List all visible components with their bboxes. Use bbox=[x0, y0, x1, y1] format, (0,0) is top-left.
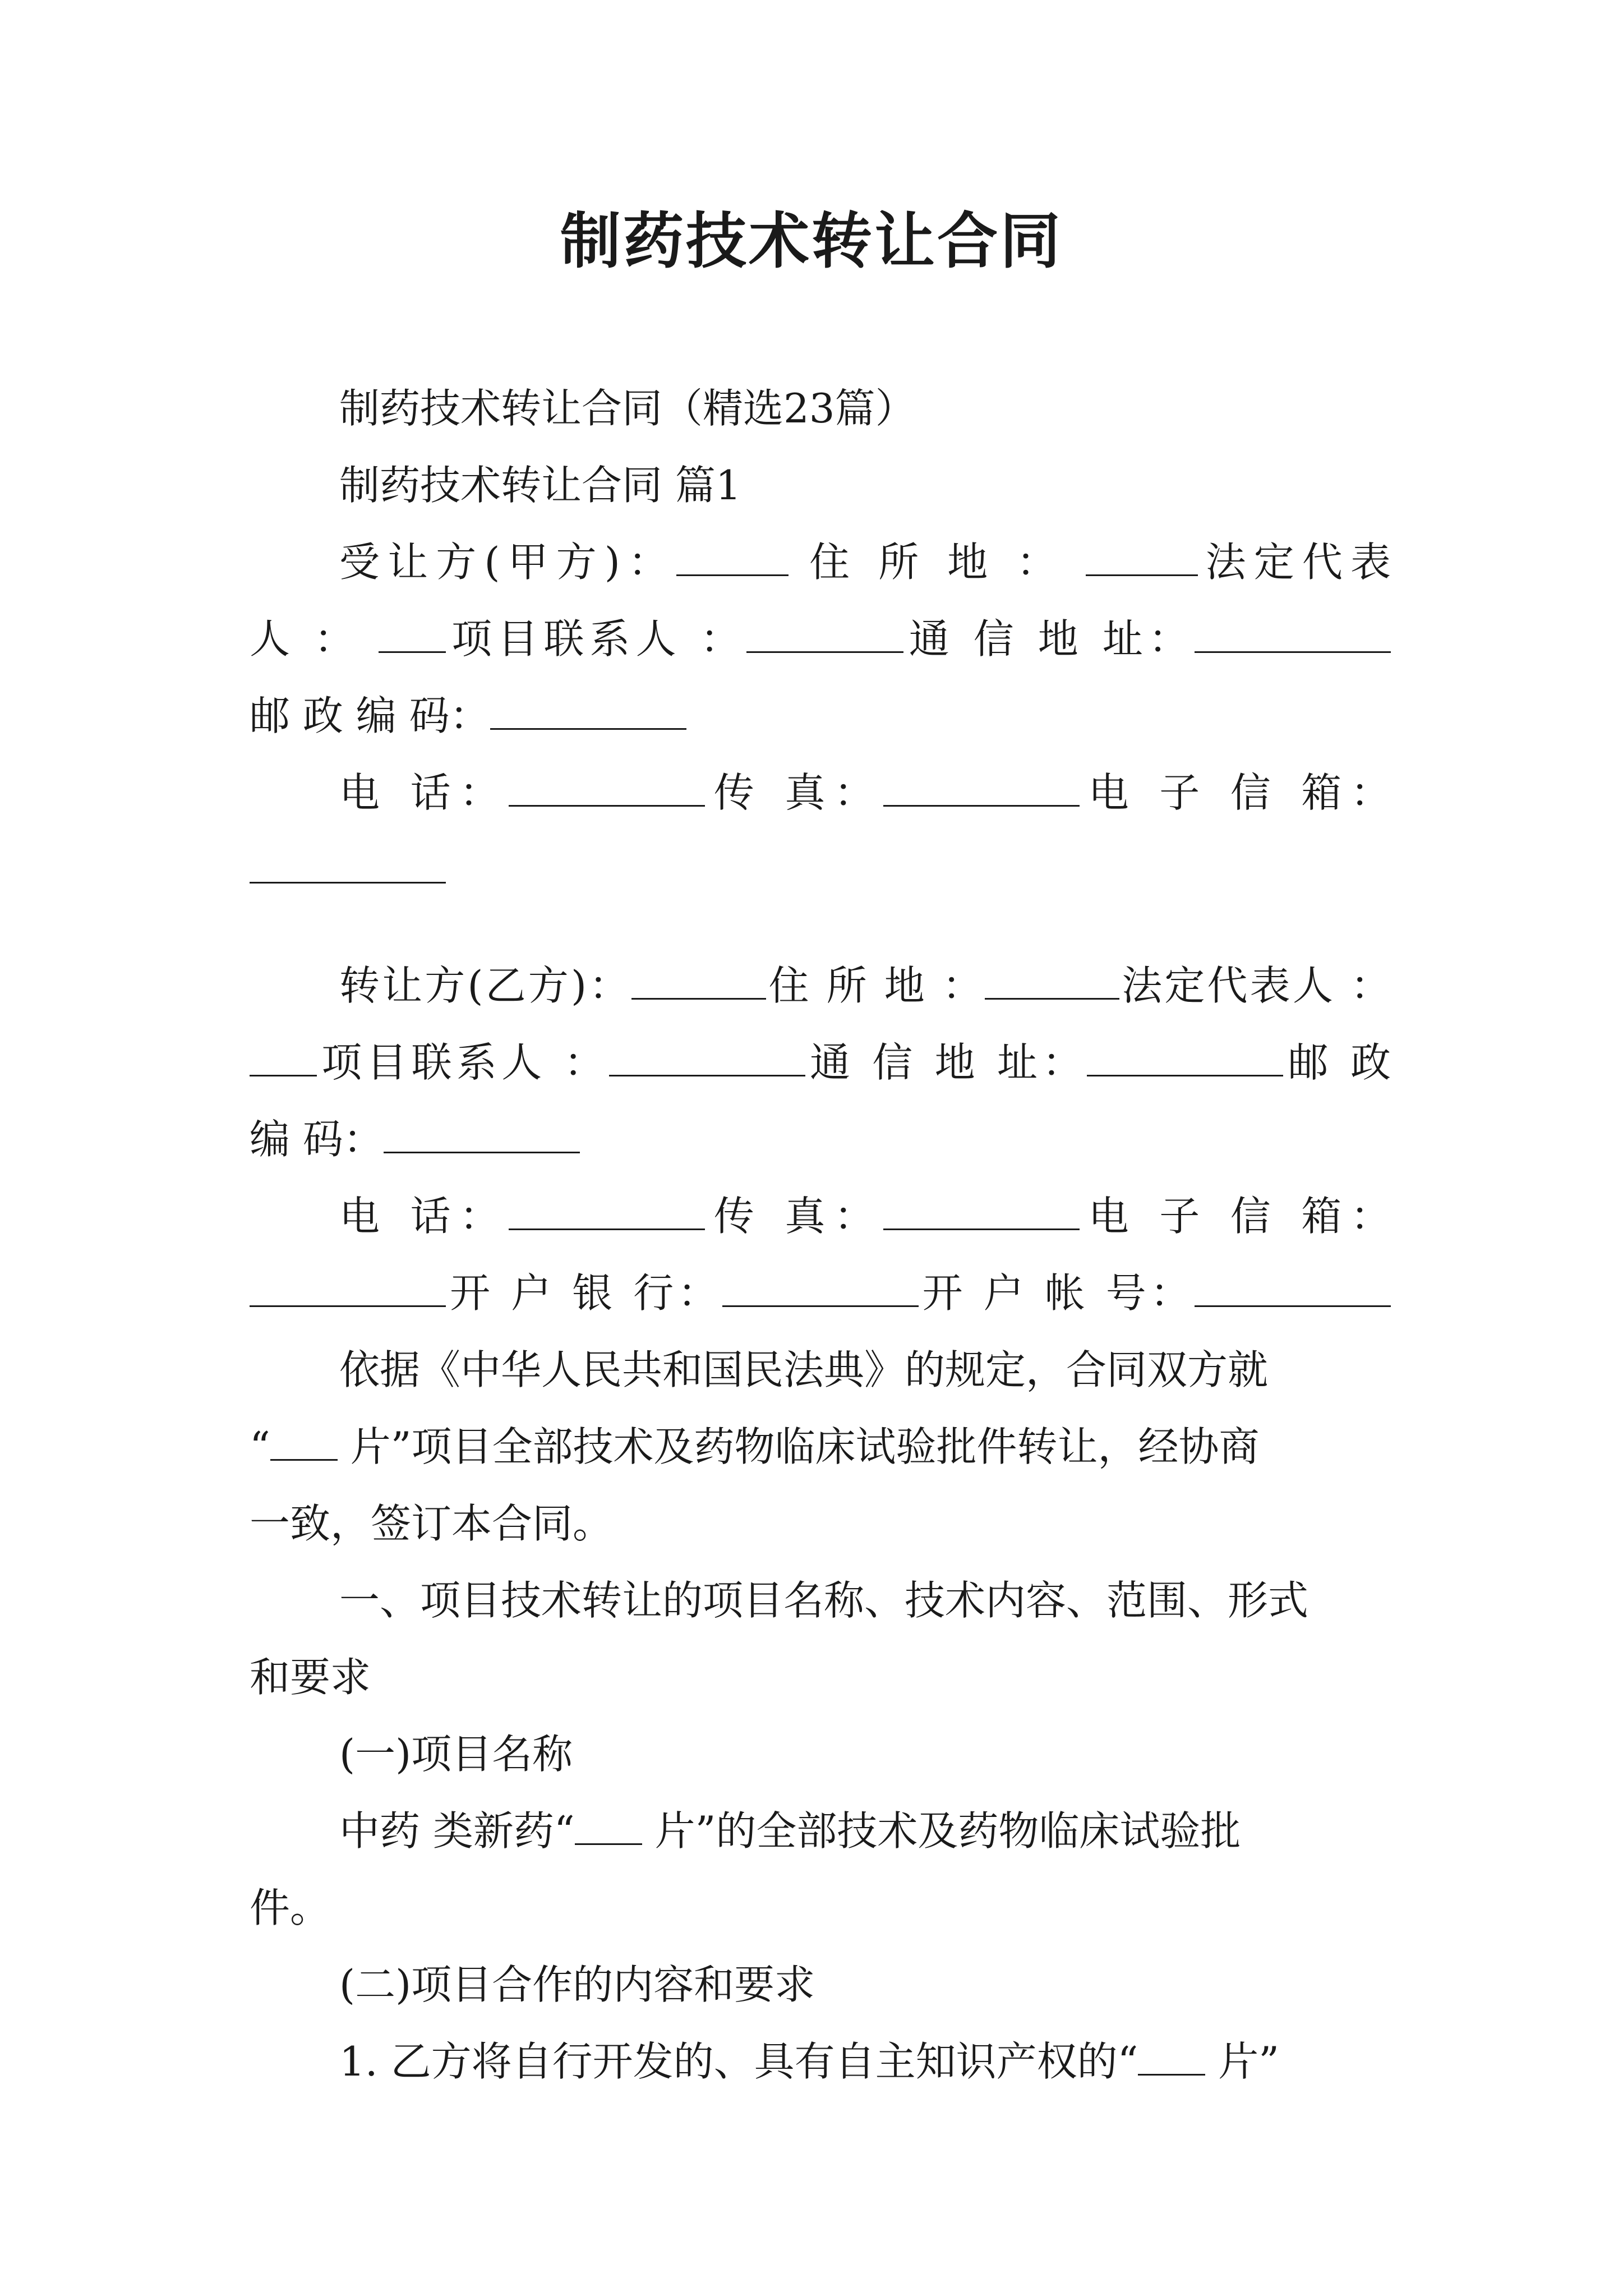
blank-field bbox=[250, 845, 446, 884]
document-body bbox=[250, 370, 1391, 2100]
subsection-1-text-cont: 件。 bbox=[250, 1884, 331, 1931]
section1-heading: 一、项目技术转让的项目名称、技术内容、范围、形式 bbox=[339, 1577, 1309, 1624]
blank-field bbox=[379, 614, 446, 653]
party-b-address-label: 住 所 地 ： bbox=[766, 962, 985, 1009]
blank-field bbox=[509, 1191, 705, 1230]
party-a-line-5 bbox=[250, 831, 1391, 908]
blank-field bbox=[609, 1038, 805, 1076]
item-1-text-b: 片” bbox=[1218, 2038, 1280, 2085]
party-a-rep-label-cont: 人 ： bbox=[250, 615, 361, 662]
party-a-line-4 bbox=[250, 754, 1391, 831]
subsection-1-text-a: 中药 类新药“ bbox=[339, 1807, 575, 1855]
blank-field bbox=[1086, 537, 1198, 576]
blank-field bbox=[746, 614, 903, 653]
blank-field bbox=[509, 768, 705, 807]
blank-field bbox=[250, 1268, 446, 1307]
blank-field bbox=[722, 1268, 919, 1307]
section1-heading-cont: 和要求 bbox=[250, 1654, 371, 1701]
intro-quote-open: “ bbox=[250, 1423, 270, 1470]
party-a-phone-label: 电 话： bbox=[339, 769, 509, 816]
party-b-mail-label: 通 信 地 址： bbox=[805, 1039, 1087, 1086]
party-b-line-2 bbox=[250, 1024, 1391, 1101]
blank-field bbox=[250, 1038, 317, 1076]
blank-field bbox=[883, 1191, 1080, 1230]
subsection-1-text bbox=[250, 1793, 1391, 1870]
party-b-rep-label: 法定代表人 ： bbox=[1119, 962, 1391, 1009]
party-b-contact-label: 项目联系人 ： bbox=[317, 1039, 609, 1086]
subtitle: 制药技术转让合同（精选23篇） bbox=[339, 385, 916, 432]
blank-field bbox=[270, 1422, 338, 1461]
blank-field bbox=[1195, 1268, 1391, 1307]
party-a-address-label: 住 所 地 ： bbox=[809, 539, 1065, 586]
party-b-postcode-label-cont: 编 码： bbox=[250, 1116, 384, 1163]
subsection-1-text-b: 片”的全部技术及药物临床试验批 bbox=[654, 1807, 1241, 1855]
party-b-line-3 bbox=[250, 1101, 1391, 1178]
intro-line-1: 依据《中华人民共和国民法典》的规定，合同双方就 bbox=[339, 1346, 1269, 1393]
party-b-line-1 bbox=[250, 947, 1391, 1024]
party-b-fax-label: 传 真： bbox=[705, 1193, 883, 1240]
party-a-contact-label: 项目联系人 ： bbox=[446, 615, 746, 662]
party-a-fax-label: 传 真： bbox=[705, 769, 883, 816]
item-1-text bbox=[250, 2023, 1391, 2100]
party-a-mail-label: 通 信 地 址： bbox=[903, 615, 1195, 662]
subsection-1-heading: (一)项目名称 bbox=[339, 1731, 573, 1778]
intro-line-2 bbox=[250, 1409, 1391, 1485]
party-a-line-2 bbox=[250, 601, 1391, 678]
blank-field bbox=[384, 1115, 580, 1153]
party-b-line-5 bbox=[250, 1255, 1391, 1332]
subsection-2-heading: (二)项目合作的内容和要求 bbox=[339, 1961, 815, 2008]
blank-field bbox=[631, 961, 766, 1000]
party-a-postcode-label: 邮 政 编 码： bbox=[250, 692, 490, 739]
blank-field bbox=[1087, 1038, 1283, 1076]
blank-field bbox=[490, 691, 686, 730]
document-title: 制药技术转让合同 bbox=[560, 206, 1063, 277]
blank-field bbox=[1195, 614, 1391, 653]
party-a-line-1 bbox=[250, 524, 1391, 601]
party-a-rep-label: 法定代表 bbox=[1197, 539, 1391, 586]
party-b-phone-label: 电 话： bbox=[339, 1193, 509, 1240]
party-b-bank-label: 开 户 银 行： bbox=[446, 1269, 722, 1317]
blank-field bbox=[1138, 2037, 1205, 2076]
blank-field bbox=[883, 768, 1080, 807]
blank-field bbox=[985, 961, 1119, 1000]
blank-field bbox=[575, 1806, 642, 1845]
party-a-label: 受让方(甲方)： bbox=[339, 539, 677, 586]
intro-line-3: 一致，签订本合同。 bbox=[250, 1500, 614, 1547]
intro-text: 片”项目全部技术及药物临床试验批件转让，经协商 bbox=[350, 1423, 1260, 1470]
party-a-email-label: 电 子 信 箱： bbox=[1079, 769, 1391, 816]
party-b-label: 转让方(乙方)： bbox=[339, 962, 632, 1009]
party-b-line-4 bbox=[250, 1178, 1391, 1255]
chapter-heading: 制药技术转让合同 篇1 bbox=[339, 462, 741, 509]
blank-field bbox=[676, 537, 789, 576]
party-b-postcode-label: 邮 政 bbox=[1283, 1039, 1391, 1086]
party-a-line-3 bbox=[250, 678, 1391, 754]
party-b-account-label: 开 户 帐 号： bbox=[918, 1269, 1195, 1317]
party-b-email-label: 电 子 信 箱： bbox=[1079, 1193, 1391, 1240]
item-1-text-a: 1. 乙方将自行开发的、具有自主知识产权的“ bbox=[339, 2038, 1138, 2085]
